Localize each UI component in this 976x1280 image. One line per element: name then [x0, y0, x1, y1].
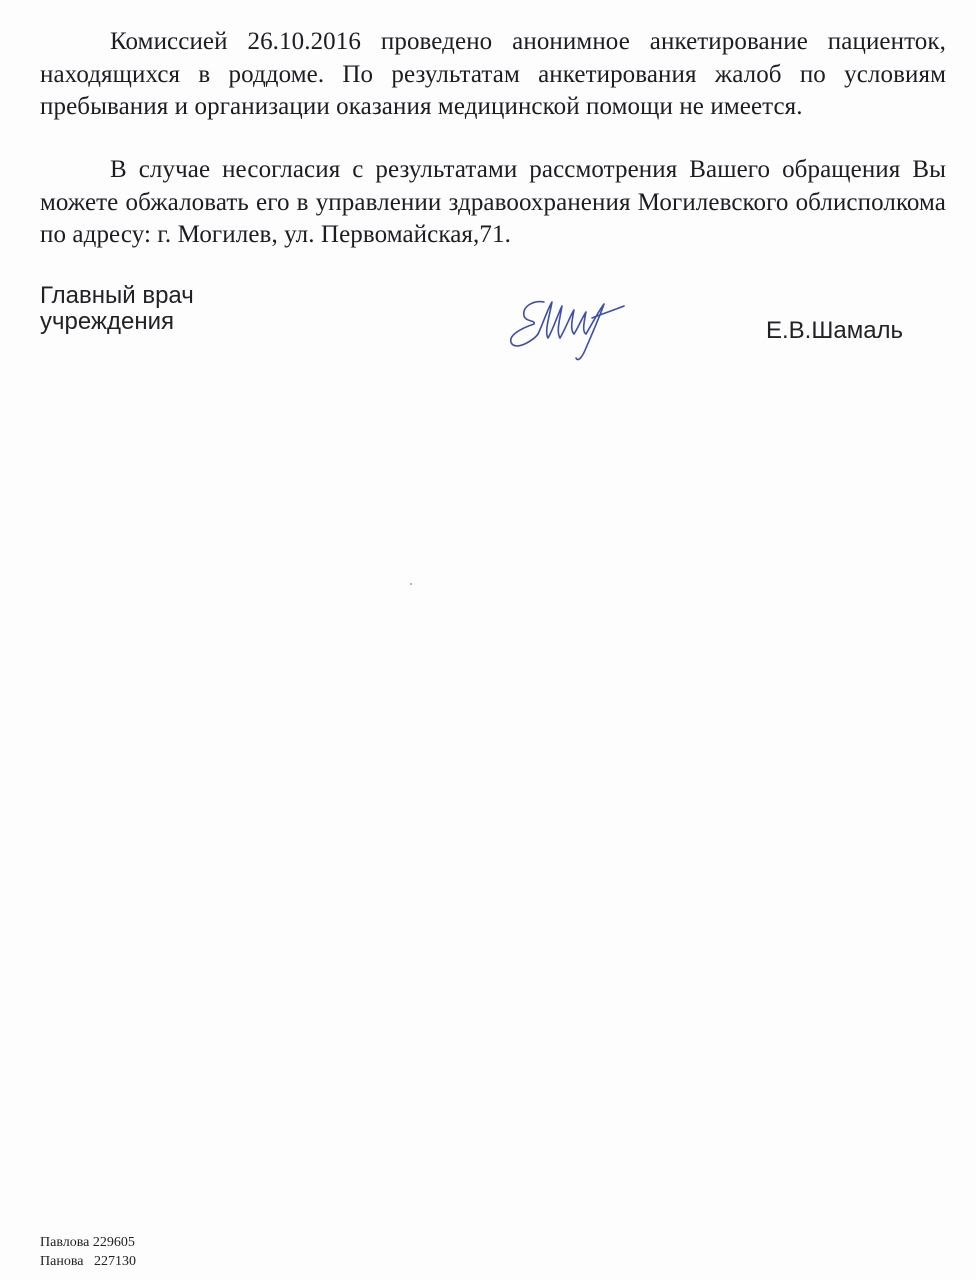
contacts-block — [40, 1233, 136, 1271]
signer-name: Е.В.Шамаль — [766, 317, 904, 344]
contact-line: Павлова 229605 — [40, 1235, 135, 1250]
letter-paragraph-appeal: В случае несогласия с результатами рассмотрения Вашего обращения Вы можете обжаловать его в управлении здравоохранения Могилевского облисполкома по адресу: г. Могилев, ул. Первомайская,71. — [40, 156, 946, 248]
signer-position — [40, 283, 194, 335]
contact-line: Панова 227130 — [40, 1254, 136, 1269]
letter-paragraph-commission: Комиссией 26.10.2016 проведено анонимное анкетирование пациенток, находящихся в роддоме. По результатам анкетирования жалоб по условиям пребывания и организации оказания медицинской помощи не имеется. — [40, 28, 946, 120]
signer-position-line2: учреждения — [40, 308, 174, 335]
signer-position-line1: Главный врач — [40, 282, 194, 309]
paper-speck — [410, 583, 412, 585]
handwritten-signature-icon — [500, 288, 630, 368]
